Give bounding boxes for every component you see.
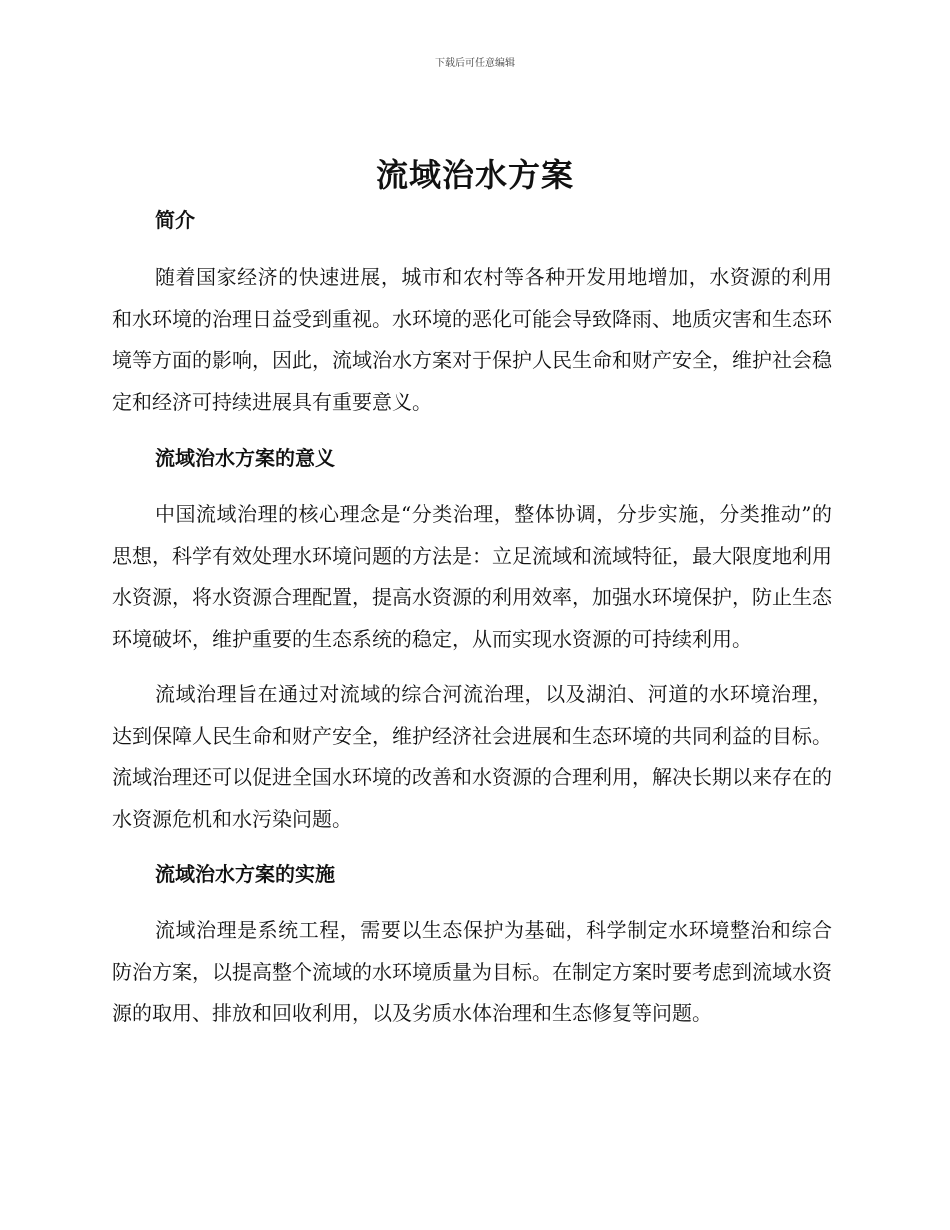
document-title: 流域治水方案: [375, 156, 574, 194]
paragraph-implementation: 流域治理是系统工程，需要以生态保护为基础，科学制定水环境整治和综合防治方案，以提高整个流域的水环境质量为目标。在制定方案时要考虑到流域水资源的取用、排放和回收利用，以及劣质水体治理和生态修复等问题。: [112, 918, 832, 1025]
section-heading-meaning: 流域治水方案的意义: [155, 446, 335, 470]
section-heading-intro: 简介: [155, 208, 195, 232]
page-header-note: 下载后可任意编辑: [435, 58, 515, 69]
paragraph-meaning-2: 流域治理旨在通过对流域的综合河流治理，以及湖泊、河道的水环境治理，达到保障人民生命和财产安全，维护经济社会进展和生态环境的共同利益的目标。流域治理还可以促进全国水环境的改善和水资源的合理利用，解决长期以来存在的水资源危机和水污染问题。: [112, 682, 832, 831]
section-heading-implementation: 流域治水方案的实施: [155, 862, 335, 886]
paragraph-meaning-1: 中国流域治理的核心理念是“分类治理，整体协调，分步实施，分类推动”的思想，科学有效处理水环境问题的方法是：立足流域和流域特征，最大限度地利用水资源，将水资源合理配置，提高水资源的利用效率，加强水环境保护，防止生态环境破坏，维护重要的生态系统的稳定，从而实现水资源的可持续利用。: [112, 502, 832, 651]
paragraph-intro: 随着国家经济的快速进展，城市和农村等各种开发用地增加，水资源的利用和水环境的治理日益受到重视。水环境的恶化可能会导致降雨、地质灾害和生态环境等方面的影响，因此，流域治水方案对于保护人民生命和财产安全，维护社会稳定和经济可持续进展具有重要意义。: [112, 265, 832, 414]
document-body: [112, 200, 832, 1035]
